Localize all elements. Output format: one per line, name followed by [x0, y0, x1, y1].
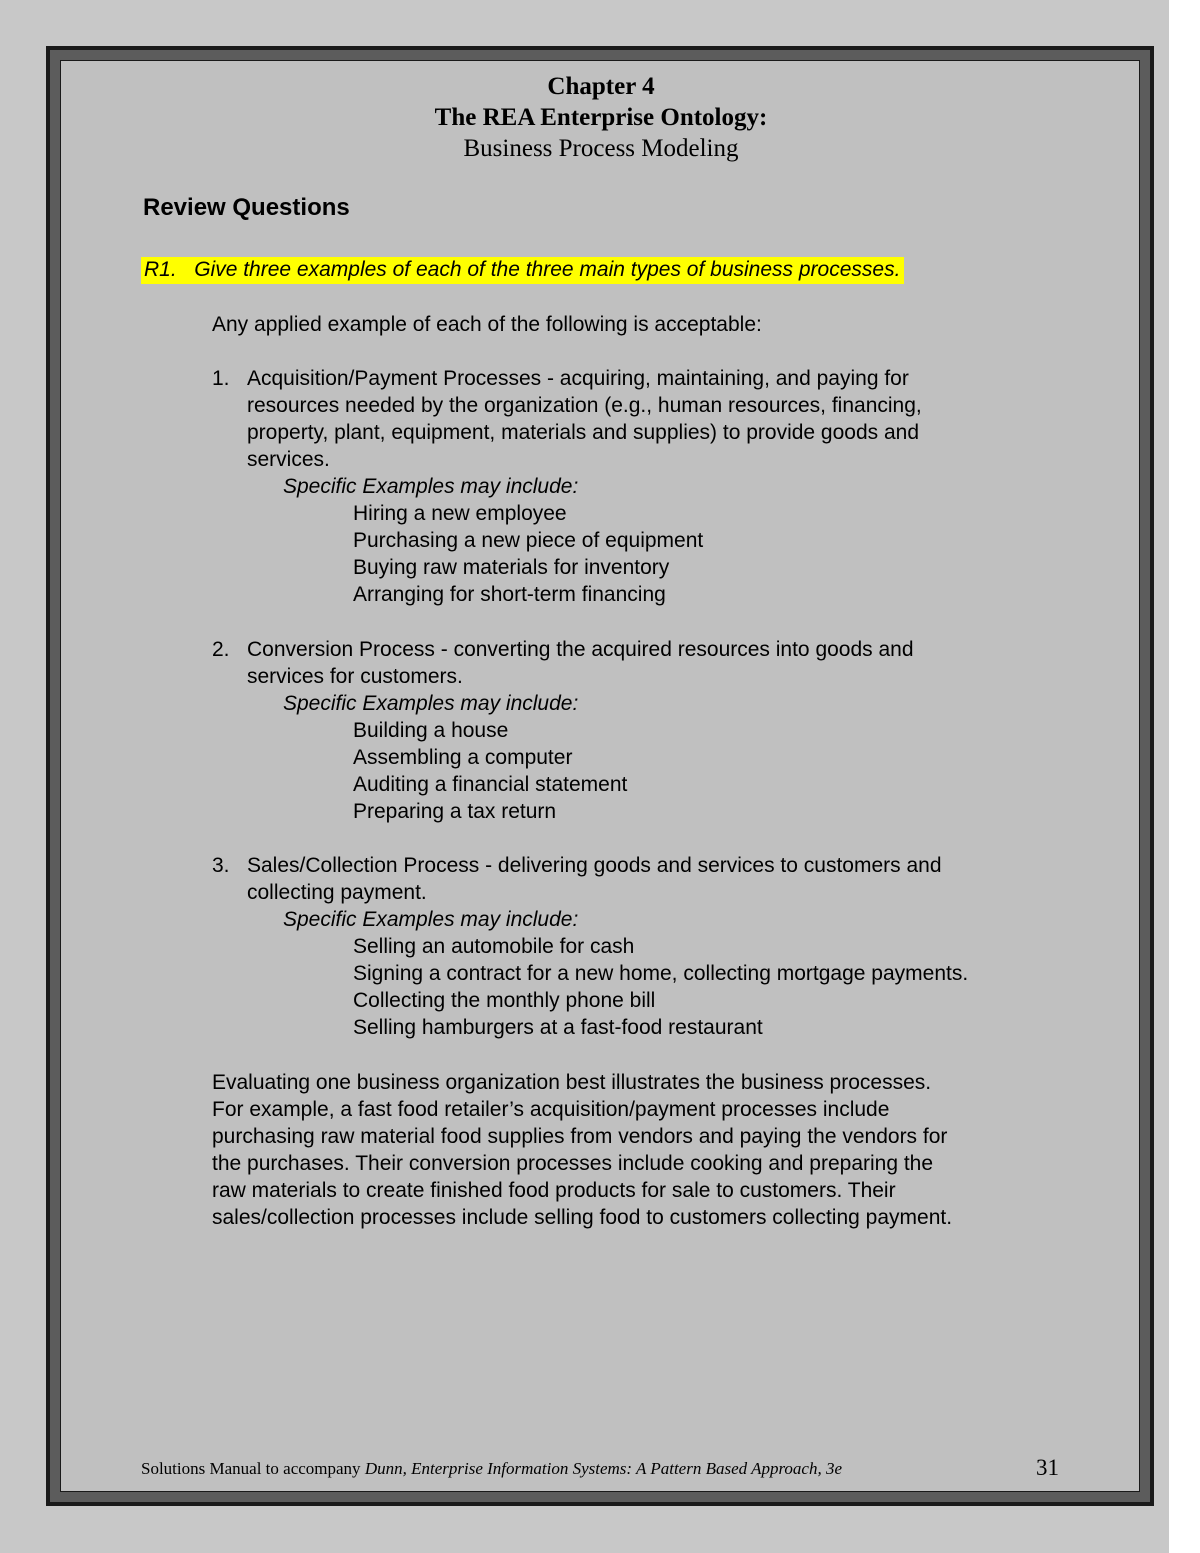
footer-book-title: Dunn, Enterprise Information Systems: A Pattern Based Approach, 3e — [364, 1459, 843, 1478]
example-item: Assembling a computer — [353, 746, 573, 769]
item-description — [247, 636, 914, 690]
example-item: Buying raw materials for inventory — [353, 556, 670, 579]
chapter-subtitle: Business Process Modeling — [463, 135, 739, 162]
example-item: Building a house — [353, 719, 509, 742]
example-item: Arranging for short-term financing — [353, 583, 666, 606]
examples-list — [353, 500, 703, 608]
paragraph-line: raw materials to create finished food products for sale to customers. Their — [212, 1179, 896, 1202]
item-number: 2. — [212, 638, 230, 661]
item-line: Sales/Collection Process - delivering goods and services to customers and — [247, 854, 942, 877]
examples-list — [353, 717, 627, 825]
paragraph-line: purchasing raw material food supplies from vendors and paying the vendors for — [212, 1125, 948, 1148]
example-item: Purchasing a new piece of equipment — [353, 529, 704, 552]
example-item: Selling hamburgers at a fast-food restaurant — [353, 1016, 763, 1039]
page-number: 31 — [1036, 1455, 1059, 1480]
item-number: 3. — [212, 854, 230, 877]
paragraph-line: Evaluating one business organization best illustrates the business processes. — [212, 1071, 932, 1094]
item-line: services for customers. — [247, 665, 463, 688]
item-line: services. — [247, 448, 330, 471]
footer-prefix: Solutions Manual to accompany — [141, 1459, 361, 1478]
question-text: Give three examples of each of the three main types of business processes. — [194, 258, 901, 281]
section-heading: Review Questions — [143, 194, 350, 221]
example-item: Hiring a new employee — [353, 502, 567, 525]
item-description — [247, 852, 942, 906]
paragraph-line: For example, a fast food retailer’s acquisition/payment processes include — [212, 1098, 890, 1121]
examples-list — [353, 933, 968, 1041]
background-strip — [1169, 0, 1200, 1553]
footer-citation — [141, 1459, 842, 1479]
item-line: Conversion Process - converting the acquired resources into goods and — [247, 638, 914, 661]
closing-paragraph — [212, 1069, 952, 1231]
chapter-title: The REA Enterprise Ontology: — [434, 104, 768, 131]
item-line: property, plant, equipment, materials and supplies) to provide goods and — [247, 421, 920, 444]
example-item: Preparing a tax return — [353, 800, 557, 823]
paragraph-line: the purchases. Their conversion processes include cooking and preparing the — [212, 1152, 934, 1175]
document-page — [60, 60, 1140, 1492]
item-line: collecting payment. — [247, 881, 427, 904]
paragraph-line: sales/collection processes include selling food to customers collecting payment. — [212, 1206, 953, 1229]
examples-label: Specific Examples may include: — [283, 692, 579, 715]
examples-label: Specific Examples may include: — [283, 475, 579, 498]
item-description — [247, 365, 922, 473]
chapter-number: Chapter 4 — [547, 73, 655, 100]
examples-label: Specific Examples may include: — [283, 908, 579, 931]
item-number: 1. — [212, 367, 230, 390]
example-item: Auditing a financial statement — [353, 773, 628, 796]
example-item: Collecting the monthly phone bill — [353, 989, 656, 1012]
example-item: Signing a contract for a new home, collecting mortgage payments. — [353, 962, 969, 985]
answer-intro: Any applied example of each of the following is acceptable: — [212, 313, 762, 336]
example-item: Selling an automobile for cash — [353, 935, 635, 958]
question-r1 — [141, 257, 904, 284]
item-line: resources needed by the organization (e.g., human resources, financing, — [247, 394, 922, 417]
question-label: R1. — [144, 258, 177, 281]
item-line: Acquisition/Payment Processes - acquiring, maintaining, and paying for — [247, 367, 909, 390]
